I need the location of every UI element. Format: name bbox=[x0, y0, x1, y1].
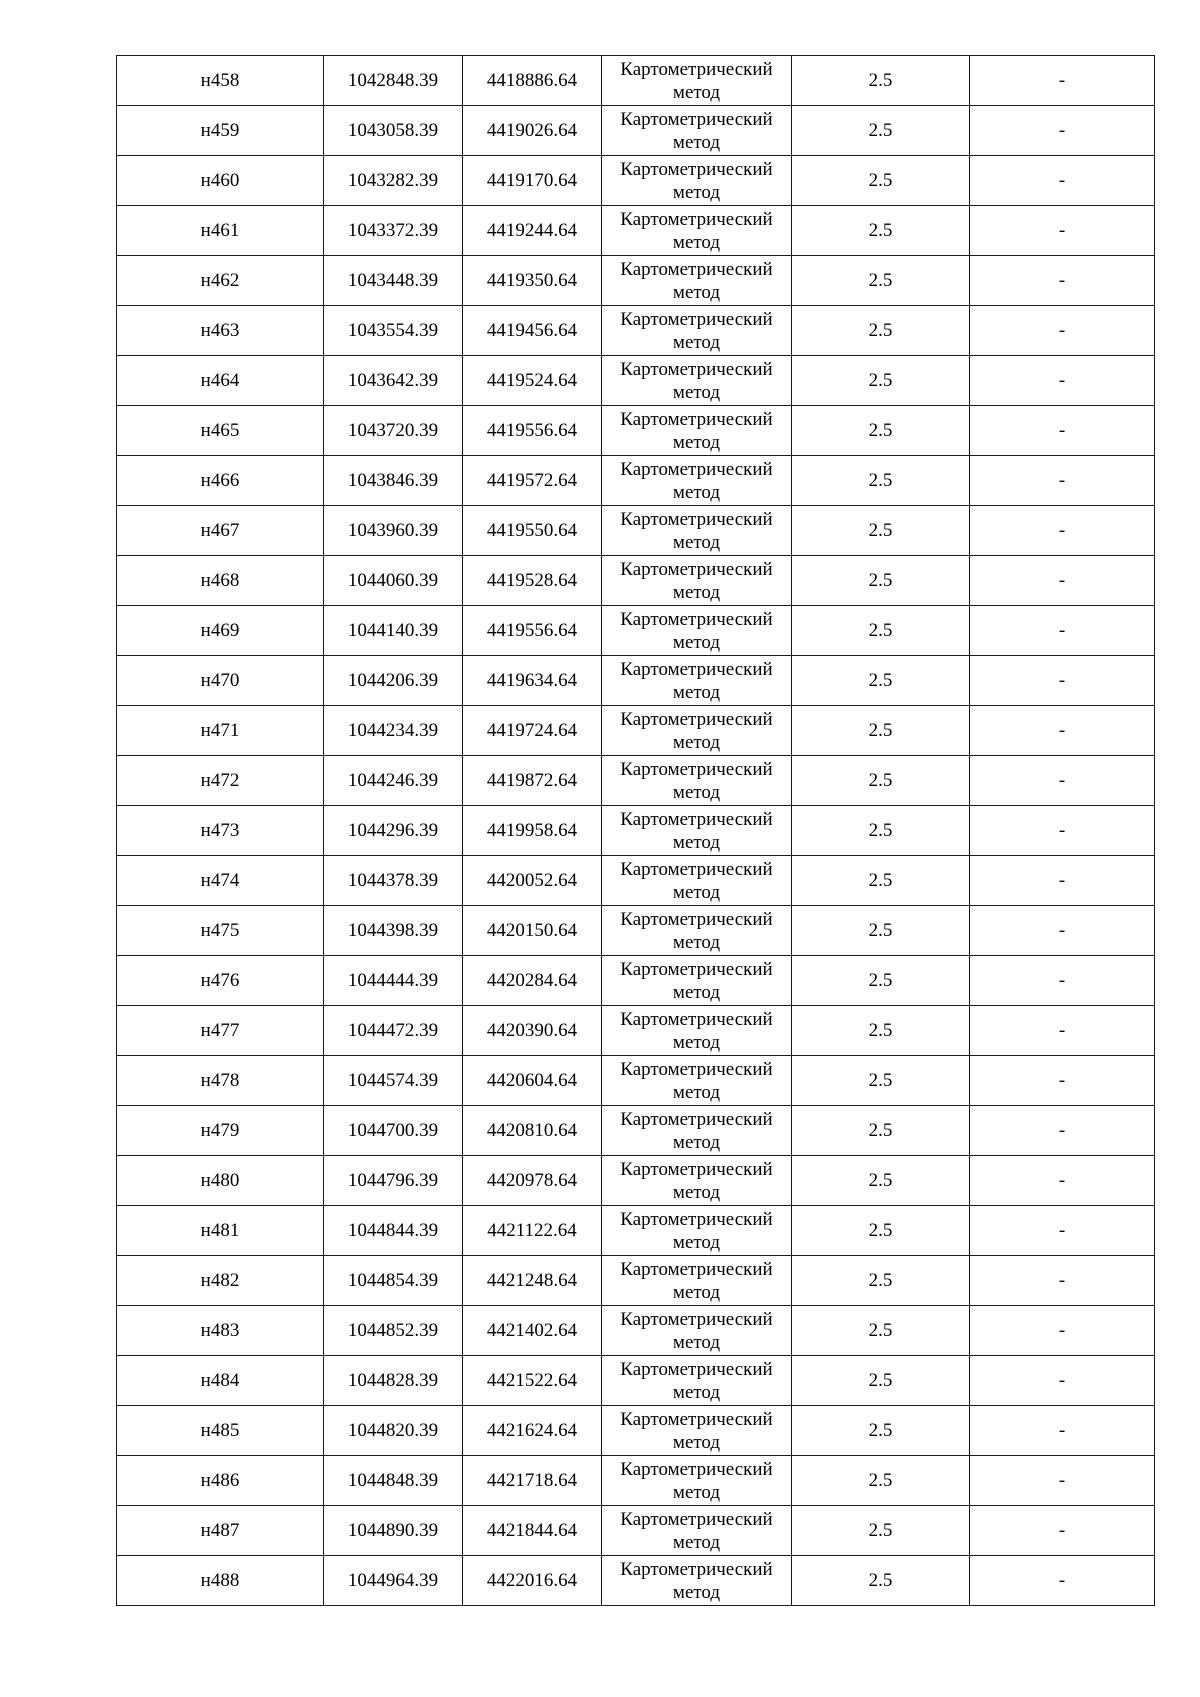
point-name-cell: н486 bbox=[117, 1456, 324, 1506]
point-name-cell: н473 bbox=[117, 806, 324, 856]
method-line-1: Картометрический bbox=[620, 708, 773, 730]
point-name-cell: н464 bbox=[117, 356, 324, 406]
point-name-cell: н465 bbox=[117, 406, 324, 456]
method-cell bbox=[602, 856, 792, 906]
method-cell bbox=[602, 906, 792, 956]
table-row bbox=[117, 456, 1155, 506]
accuracy-cell: 2.5 bbox=[792, 1506, 970, 1556]
method-line-2: метод bbox=[672, 281, 721, 303]
description-cell: - bbox=[970, 1506, 1155, 1556]
method-line-2: метод bbox=[672, 981, 721, 1003]
table-row bbox=[117, 656, 1155, 706]
x-coordinate-cell: 1044060.39 bbox=[324, 556, 463, 606]
accuracy-cell: 2.5 bbox=[792, 856, 970, 906]
method-line-2: метод bbox=[672, 831, 721, 853]
x-coordinate-cell: 1043282.39 bbox=[324, 156, 463, 206]
x-coordinate-cell: 1044378.39 bbox=[324, 856, 463, 906]
method-line-2: метод bbox=[672, 1581, 721, 1603]
method-line-1: Картометрический bbox=[620, 258, 773, 280]
accuracy-cell: 2.5 bbox=[792, 1206, 970, 1256]
y-coordinate-cell: 4421522.64 bbox=[463, 1356, 602, 1406]
method-cell bbox=[602, 56, 792, 106]
method-line-2: метод bbox=[672, 731, 721, 753]
method-cell bbox=[602, 1406, 792, 1456]
method-line-1: Картометрический bbox=[620, 1358, 773, 1380]
point-name-cell: н474 bbox=[117, 856, 324, 906]
y-coordinate-cell: 4421624.64 bbox=[463, 1406, 602, 1456]
accuracy-cell: 2.5 bbox=[792, 256, 970, 306]
method-line-2: метод bbox=[672, 1531, 721, 1553]
y-coordinate-cell: 4419556.64 bbox=[463, 406, 602, 456]
accuracy-cell: 2.5 bbox=[792, 556, 970, 606]
x-coordinate-cell: 1044574.39 bbox=[324, 1056, 463, 1106]
y-coordinate-cell: 4419572.64 bbox=[463, 456, 602, 506]
table-row bbox=[117, 806, 1155, 856]
description-cell: - bbox=[970, 1206, 1155, 1256]
y-coordinate-cell: 4420390.64 bbox=[463, 1006, 602, 1056]
point-name-cell: н460 bbox=[117, 156, 324, 206]
table-row bbox=[117, 156, 1155, 206]
x-coordinate-cell: 1044890.39 bbox=[324, 1506, 463, 1556]
table-row bbox=[117, 56, 1155, 106]
description-cell: - bbox=[970, 706, 1155, 756]
x-coordinate-cell: 1044398.39 bbox=[324, 906, 463, 956]
method-cell bbox=[602, 706, 792, 756]
point-name-cell: н463 bbox=[117, 306, 324, 356]
description-cell: - bbox=[970, 1106, 1155, 1156]
description-cell: - bbox=[970, 506, 1155, 556]
method-line-1: Картометрический bbox=[620, 1108, 773, 1130]
method-line-2: метод bbox=[672, 1131, 721, 1153]
accuracy-cell: 2.5 bbox=[792, 206, 970, 256]
method-cell bbox=[602, 1056, 792, 1106]
method-line-1: Картометрический bbox=[620, 558, 773, 580]
method-line-2: метод bbox=[672, 431, 721, 453]
y-coordinate-cell: 4419026.64 bbox=[463, 106, 602, 156]
y-coordinate-cell: 4419524.64 bbox=[463, 356, 602, 406]
x-coordinate-cell: 1044854.39 bbox=[324, 1256, 463, 1306]
x-coordinate-cell: 1044796.39 bbox=[324, 1156, 463, 1206]
x-coordinate-cell: 1044828.39 bbox=[324, 1356, 463, 1406]
description-cell: - bbox=[970, 1006, 1155, 1056]
y-coordinate-cell: 4418886.64 bbox=[463, 56, 602, 106]
table-row bbox=[117, 1206, 1155, 1256]
point-name-cell: н467 bbox=[117, 506, 324, 556]
point-name-cell: н466 bbox=[117, 456, 324, 506]
point-name-cell: н478 bbox=[117, 1056, 324, 1106]
method-line-1: Картометрический bbox=[620, 758, 773, 780]
point-name-cell: н470 bbox=[117, 656, 324, 706]
method-line-1: Картометрический bbox=[620, 1058, 773, 1080]
description-cell: - bbox=[970, 1456, 1155, 1506]
y-coordinate-cell: 4419170.64 bbox=[463, 156, 602, 206]
y-coordinate-cell: 4420604.64 bbox=[463, 1056, 602, 1106]
method-cell bbox=[602, 506, 792, 556]
method-line-1: Картометрический bbox=[620, 58, 773, 80]
table-row bbox=[117, 1306, 1155, 1356]
y-coordinate-cell: 4419550.64 bbox=[463, 506, 602, 556]
description-cell: - bbox=[970, 1256, 1155, 1306]
description-cell: - bbox=[970, 906, 1155, 956]
x-coordinate-cell: 1044700.39 bbox=[324, 1106, 463, 1156]
description-cell: - bbox=[970, 1156, 1155, 1206]
x-coordinate-cell: 1044852.39 bbox=[324, 1306, 463, 1356]
method-line-1: Картометрический bbox=[620, 608, 773, 630]
accuracy-cell: 2.5 bbox=[792, 956, 970, 1006]
accuracy-cell: 2.5 bbox=[792, 456, 970, 506]
method-line-1: Картометрический bbox=[620, 1258, 773, 1280]
point-name-cell: н459 bbox=[117, 106, 324, 156]
method-cell bbox=[602, 1006, 792, 1056]
description-cell: - bbox=[970, 306, 1155, 356]
method-line-2: метод bbox=[672, 881, 721, 903]
method-cell bbox=[602, 1456, 792, 1506]
x-coordinate-cell: 1043554.39 bbox=[324, 306, 463, 356]
description-cell: - bbox=[970, 606, 1155, 656]
method-line-1: Картометрический bbox=[620, 658, 773, 680]
description-cell: - bbox=[970, 956, 1155, 1006]
accuracy-cell: 2.5 bbox=[792, 906, 970, 956]
accuracy-cell: 2.5 bbox=[792, 756, 970, 806]
method-cell bbox=[602, 206, 792, 256]
method-line-2: метод bbox=[672, 1431, 721, 1453]
method-line-2: метод bbox=[672, 381, 721, 403]
description-cell: - bbox=[970, 106, 1155, 156]
x-coordinate-cell: 1042848.39 bbox=[324, 56, 463, 106]
description-cell: - bbox=[970, 406, 1155, 456]
table-row bbox=[117, 756, 1155, 806]
method-line-1: Картометрический bbox=[620, 1408, 773, 1430]
table-row bbox=[117, 1356, 1155, 1406]
coordinates-table bbox=[116, 55, 1155, 1606]
x-coordinate-cell: 1043058.39 bbox=[324, 106, 463, 156]
y-coordinate-cell: 4420810.64 bbox=[463, 1106, 602, 1156]
method-line-2: метод bbox=[672, 931, 721, 953]
method-cell bbox=[602, 406, 792, 456]
accuracy-cell: 2.5 bbox=[792, 1356, 970, 1406]
y-coordinate-cell: 4419724.64 bbox=[463, 706, 602, 756]
point-name-cell: н469 bbox=[117, 606, 324, 656]
method-line-1: Картометрический bbox=[620, 358, 773, 380]
y-coordinate-cell: 4419350.64 bbox=[463, 256, 602, 306]
method-line-2: метод bbox=[672, 1181, 721, 1203]
method-cell bbox=[602, 356, 792, 406]
y-coordinate-cell: 4419872.64 bbox=[463, 756, 602, 806]
x-coordinate-cell: 1043960.39 bbox=[324, 506, 463, 556]
point-name-cell: н488 bbox=[117, 1556, 324, 1606]
y-coordinate-cell: 4419528.64 bbox=[463, 556, 602, 606]
description-cell: - bbox=[970, 556, 1155, 606]
method-line-1: Картометрический bbox=[620, 1458, 773, 1480]
method-line-1: Картометрический bbox=[620, 1208, 773, 1230]
method-cell bbox=[602, 756, 792, 806]
method-cell bbox=[602, 156, 792, 206]
method-line-1: Картометрический bbox=[620, 1508, 773, 1530]
x-coordinate-cell: 1043720.39 bbox=[324, 406, 463, 456]
method-cell bbox=[602, 806, 792, 856]
y-coordinate-cell: 4420052.64 bbox=[463, 856, 602, 906]
point-name-cell: н471 bbox=[117, 706, 324, 756]
point-name-cell: н462 bbox=[117, 256, 324, 306]
accuracy-cell: 2.5 bbox=[792, 306, 970, 356]
method-line-1: Картометрический bbox=[620, 208, 773, 230]
y-coordinate-cell: 4419634.64 bbox=[463, 656, 602, 706]
method-line-2: метод bbox=[672, 81, 721, 103]
accuracy-cell: 2.5 bbox=[792, 1056, 970, 1106]
table-row bbox=[117, 1106, 1155, 1156]
description-cell: - bbox=[970, 456, 1155, 506]
accuracy-cell: 2.5 bbox=[792, 806, 970, 856]
table-row bbox=[117, 406, 1155, 456]
y-coordinate-cell: 4419456.64 bbox=[463, 306, 602, 356]
table-row bbox=[117, 906, 1155, 956]
x-coordinate-cell: 1044848.39 bbox=[324, 1456, 463, 1506]
x-coordinate-cell: 1044246.39 bbox=[324, 756, 463, 806]
method-line-2: метод bbox=[672, 131, 721, 153]
accuracy-cell: 2.5 bbox=[792, 1306, 970, 1356]
table-row bbox=[117, 1006, 1155, 1056]
method-line-2: метод bbox=[672, 331, 721, 353]
table-row bbox=[117, 306, 1155, 356]
y-coordinate-cell: 4422016.64 bbox=[463, 1556, 602, 1606]
y-coordinate-cell: 4419958.64 bbox=[463, 806, 602, 856]
description-cell: - bbox=[970, 856, 1155, 906]
accuracy-cell: 2.5 bbox=[792, 1556, 970, 1606]
accuracy-cell: 2.5 bbox=[792, 706, 970, 756]
table-row bbox=[117, 1406, 1155, 1456]
accuracy-cell: 2.5 bbox=[792, 106, 970, 156]
x-coordinate-cell: 1044206.39 bbox=[324, 656, 463, 706]
accuracy-cell: 2.5 bbox=[792, 1406, 970, 1456]
y-coordinate-cell: 4420150.64 bbox=[463, 906, 602, 956]
method-line-1: Картометрический bbox=[620, 1008, 773, 1030]
method-line-2: метод bbox=[672, 1381, 721, 1403]
method-cell bbox=[602, 1356, 792, 1406]
method-line-2: метод bbox=[672, 1281, 721, 1303]
table-row bbox=[117, 1056, 1155, 1106]
x-coordinate-cell: 1043372.39 bbox=[324, 206, 463, 256]
description-cell: - bbox=[970, 806, 1155, 856]
method-line-1: Картометрический bbox=[620, 308, 773, 330]
x-coordinate-cell: 1043846.39 bbox=[324, 456, 463, 506]
description-cell: - bbox=[970, 56, 1155, 106]
method-line-1: Картометрический bbox=[620, 1558, 773, 1580]
method-cell bbox=[602, 1506, 792, 1556]
method-cell bbox=[602, 1206, 792, 1256]
point-name-cell: н472 bbox=[117, 756, 324, 806]
x-coordinate-cell: 1044472.39 bbox=[324, 1006, 463, 1056]
description-cell: - bbox=[970, 156, 1155, 206]
method-cell bbox=[602, 106, 792, 156]
table-row bbox=[117, 1256, 1155, 1306]
table-row bbox=[117, 256, 1155, 306]
method-cell bbox=[602, 1156, 792, 1206]
method-line-1: Картометрический bbox=[620, 508, 773, 530]
accuracy-cell: 2.5 bbox=[792, 406, 970, 456]
table-row bbox=[117, 1156, 1155, 1206]
point-name-cell: н483 bbox=[117, 1306, 324, 1356]
method-cell bbox=[602, 1306, 792, 1356]
y-coordinate-cell: 4420284.64 bbox=[463, 956, 602, 1006]
point-name-cell: н481 bbox=[117, 1206, 324, 1256]
method-line-2: метод bbox=[672, 681, 721, 703]
method-line-1: Картометрический bbox=[620, 908, 773, 930]
table-row bbox=[117, 606, 1155, 656]
method-line-2: метод bbox=[672, 1231, 721, 1253]
description-cell: - bbox=[970, 756, 1155, 806]
y-coordinate-cell: 4421122.64 bbox=[463, 1206, 602, 1256]
accuracy-cell: 2.5 bbox=[792, 606, 970, 656]
y-coordinate-cell: 4421718.64 bbox=[463, 1456, 602, 1506]
description-cell: - bbox=[970, 656, 1155, 706]
method-line-1: Картометрический bbox=[620, 408, 773, 430]
x-coordinate-cell: 1044444.39 bbox=[324, 956, 463, 1006]
y-coordinate-cell: 4420978.64 bbox=[463, 1156, 602, 1206]
x-coordinate-cell: 1043642.39 bbox=[324, 356, 463, 406]
method-line-2: метод bbox=[672, 1331, 721, 1353]
table-row bbox=[117, 1506, 1155, 1556]
method-line-2: метод bbox=[672, 781, 721, 803]
accuracy-cell: 2.5 bbox=[792, 1156, 970, 1206]
method-line-1: Картометрический bbox=[620, 1158, 773, 1180]
description-cell: - bbox=[970, 1556, 1155, 1606]
point-name-cell: н458 bbox=[117, 56, 324, 106]
method-line-1: Картометрический bbox=[620, 958, 773, 980]
description-cell: - bbox=[970, 1056, 1155, 1106]
x-coordinate-cell: 1044844.39 bbox=[324, 1206, 463, 1256]
table-row bbox=[117, 1456, 1155, 1506]
method-cell bbox=[602, 956, 792, 1006]
point-name-cell: н480 bbox=[117, 1156, 324, 1206]
method-line-2: метод bbox=[672, 631, 721, 653]
method-line-1: Картометрический bbox=[620, 158, 773, 180]
method-line-1: Картометрический bbox=[620, 808, 773, 830]
accuracy-cell: 2.5 bbox=[792, 1456, 970, 1506]
coordinates-table-body bbox=[117, 56, 1155, 1606]
description-cell: - bbox=[970, 206, 1155, 256]
x-coordinate-cell: 1044140.39 bbox=[324, 606, 463, 656]
method-cell bbox=[602, 256, 792, 306]
y-coordinate-cell: 4421248.64 bbox=[463, 1256, 602, 1306]
table-row bbox=[117, 1556, 1155, 1606]
description-cell: - bbox=[970, 356, 1155, 406]
y-coordinate-cell: 4421402.64 bbox=[463, 1306, 602, 1356]
point-name-cell: н468 bbox=[117, 556, 324, 606]
y-coordinate-cell: 4421844.64 bbox=[463, 1506, 602, 1556]
method-cell bbox=[602, 306, 792, 356]
method-line-2: метод bbox=[672, 531, 721, 553]
table-row bbox=[117, 506, 1155, 556]
method-line-1: Картометрический bbox=[620, 1308, 773, 1330]
method-cell bbox=[602, 606, 792, 656]
method-cell bbox=[602, 556, 792, 606]
method-line-1: Картометрический bbox=[620, 858, 773, 880]
x-coordinate-cell: 1044234.39 bbox=[324, 706, 463, 756]
point-name-cell: н477 bbox=[117, 1006, 324, 1056]
table-row bbox=[117, 706, 1155, 756]
table-row bbox=[117, 206, 1155, 256]
accuracy-cell: 2.5 bbox=[792, 1256, 970, 1306]
table-row bbox=[117, 556, 1155, 606]
description-cell: - bbox=[970, 256, 1155, 306]
method-line-2: метод bbox=[672, 481, 721, 503]
table-row bbox=[117, 356, 1155, 406]
description-cell: - bbox=[970, 1306, 1155, 1356]
accuracy-cell: 2.5 bbox=[792, 656, 970, 706]
x-coordinate-cell: 1044964.39 bbox=[324, 1556, 463, 1606]
point-name-cell: н487 bbox=[117, 1506, 324, 1556]
point-name-cell: н485 bbox=[117, 1406, 324, 1456]
description-cell: - bbox=[970, 1406, 1155, 1456]
table-row bbox=[117, 106, 1155, 156]
method-cell bbox=[602, 656, 792, 706]
method-line-2: метод bbox=[672, 231, 721, 253]
accuracy-cell: 2.5 bbox=[792, 506, 970, 556]
point-name-cell: н482 bbox=[117, 1256, 324, 1306]
method-cell bbox=[602, 1256, 792, 1306]
table-row bbox=[117, 856, 1155, 906]
point-name-cell: н476 bbox=[117, 956, 324, 1006]
method-line-2: метод bbox=[672, 1481, 721, 1503]
y-coordinate-cell: 4419556.64 bbox=[463, 606, 602, 656]
x-coordinate-cell: 1044820.39 bbox=[324, 1406, 463, 1456]
description-cell: - bbox=[970, 1356, 1155, 1406]
method-line-2: метод bbox=[672, 581, 721, 603]
method-line-2: метод bbox=[672, 1081, 721, 1103]
x-coordinate-cell: 1043448.39 bbox=[324, 256, 463, 306]
accuracy-cell: 2.5 bbox=[792, 1106, 970, 1156]
method-line-1: Картометрический bbox=[620, 108, 773, 130]
point-name-cell: н479 bbox=[117, 1106, 324, 1156]
method-cell bbox=[602, 456, 792, 506]
x-coordinate-cell: 1044296.39 bbox=[324, 806, 463, 856]
point-name-cell: н475 bbox=[117, 906, 324, 956]
accuracy-cell: 2.5 bbox=[792, 1006, 970, 1056]
accuracy-cell: 2.5 bbox=[792, 356, 970, 406]
method-line-2: метод bbox=[672, 181, 721, 203]
method-line-1: Картометрический bbox=[620, 458, 773, 480]
method-line-2: метод bbox=[672, 1031, 721, 1053]
point-name-cell: н484 bbox=[117, 1356, 324, 1406]
method-cell bbox=[602, 1106, 792, 1156]
table-row bbox=[117, 956, 1155, 1006]
accuracy-cell: 2.5 bbox=[792, 156, 970, 206]
accuracy-cell: 2.5 bbox=[792, 56, 970, 106]
method-cell bbox=[602, 1556, 792, 1606]
y-coordinate-cell: 4419244.64 bbox=[463, 206, 602, 256]
point-name-cell: н461 bbox=[117, 206, 324, 256]
